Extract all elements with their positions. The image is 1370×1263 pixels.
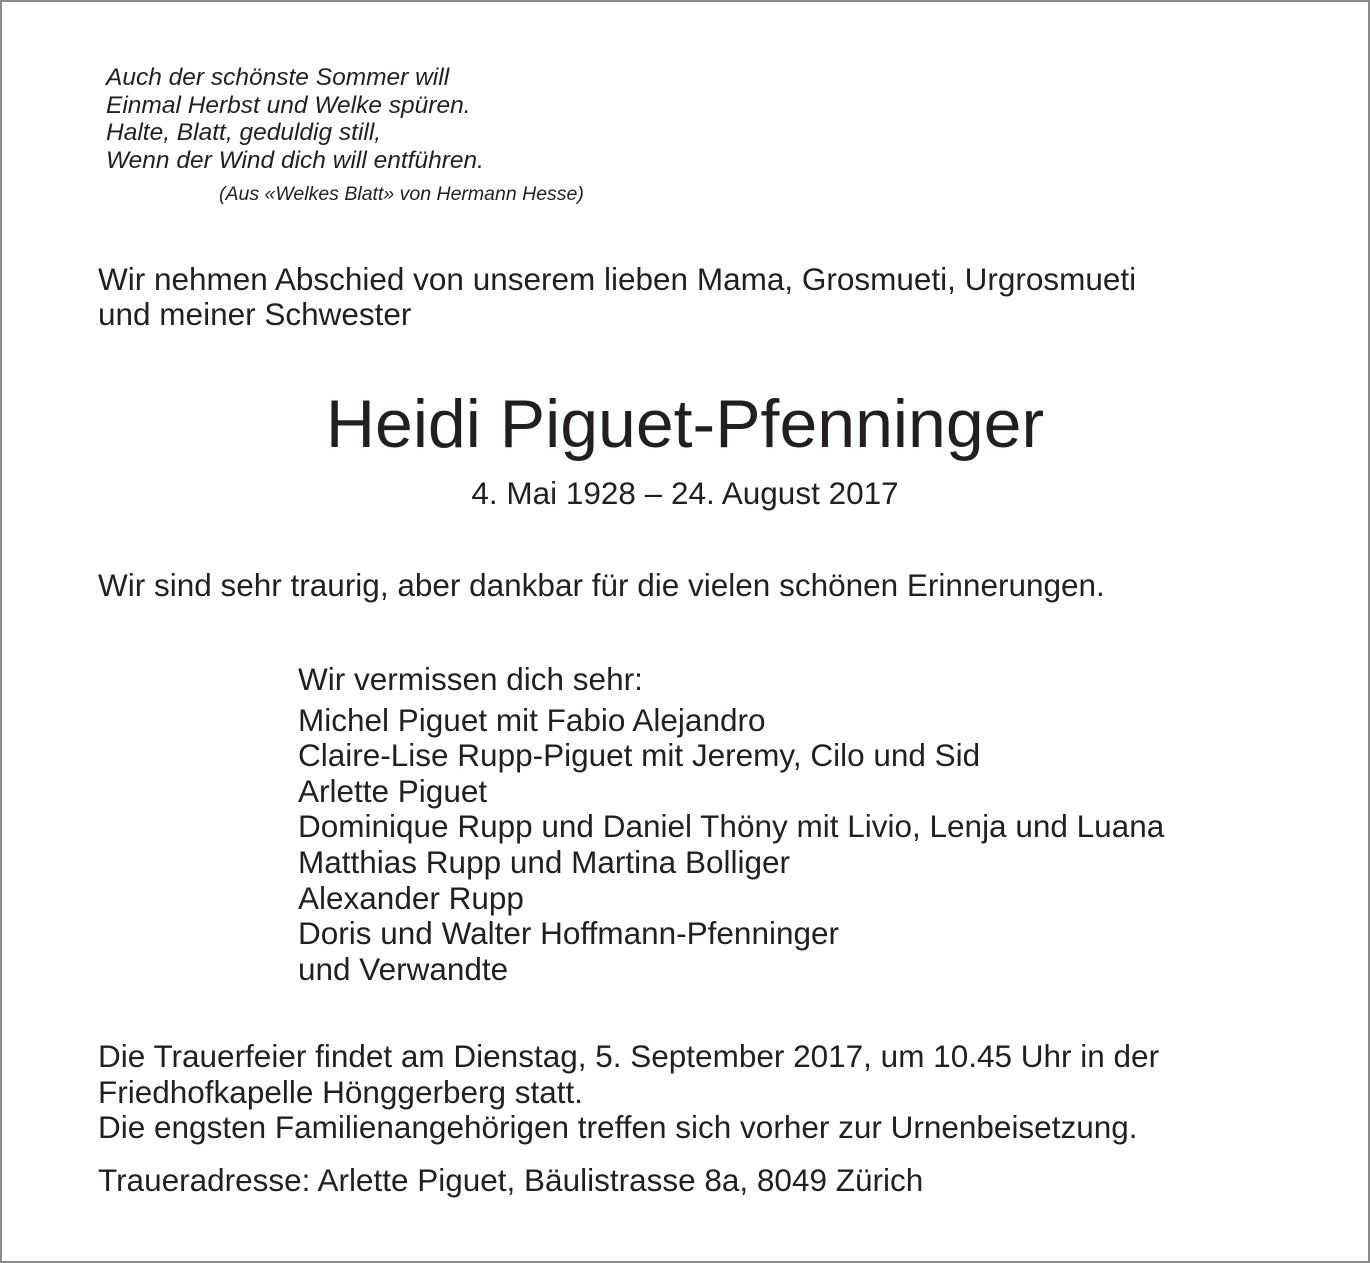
ceremony-line: Die Trauerfeier findet am Dienstag, 5. September 2017, um 10.45 Uhr in der [98, 1038, 1160, 1074]
ceremony-line: Die engsten Familienangehörigen treffen sich vorher zur Urnenbeisetzung. [98, 1109, 1138, 1145]
ceremony-info [98, 1039, 1159, 1146]
poem-quote [106, 64, 484, 174]
mourner-name: Doris und Walter Hoffmann-Pfenninger [298, 915, 840, 952]
poem-line: Wenn der Wind dich will entführen. [106, 146, 484, 174]
mourner-name: Arlette Piguet [298, 772, 488, 809]
poem-line: Halte, Blatt, geduldig still, [106, 119, 382, 146]
mourner-name: Alexander Rupp [298, 879, 524, 916]
farewell-intro [98, 262, 1136, 332]
life-dates: 4. Mai 1928 – 24. August 2017 [471, 475, 899, 511]
poem-line: Einmal Herbst und Welke spüren. [106, 91, 471, 119]
poem-line: Auch der schönste Sommer will [106, 64, 450, 91]
mourner-name: Michel Piguet mit Fabio Alejandro [298, 701, 766, 738]
poem-source: (Aus «Welkes Blatt» von Hermann Hesse) [219, 183, 584, 205]
mourner-name: und Verwandte [298, 950, 509, 987]
mourners-list [298, 662, 1164, 987]
intro-line: und meiner Schwester [98, 296, 412, 332]
sentiment-text: Wir sind sehr traurig, aber dankbar für die vielen schönen Erinnerungen. [98, 567, 1105, 603]
deceased-name: Heidi Piguet-Pfenninger [325, 386, 1045, 462]
mourner-name: Claire-Lise Rupp-Piguet mit Jeremy, Cilo und Sid [298, 737, 981, 774]
intro-line: Wir nehmen Abschied von unserem lieben Mama, Grosmueti, Urgrosmueti [98, 261, 1137, 297]
mourner-name: Dominique Rupp und Daniel Thöny mit Livio, Lenja und Luana [298, 808, 1165, 845]
ceremony-line: Friedhofkapelle Hönggerberg statt. [98, 1073, 584, 1110]
mourners-heading: Wir vermissen dich sehr: [298, 661, 643, 697]
mourning-address: Traueradresse: Arlette Piguet, Bäulistrasse 8a, 8049 Zürich [98, 1162, 924, 1198]
mourner-name: Matthias Rupp und Martina Bolliger [298, 843, 791, 880]
